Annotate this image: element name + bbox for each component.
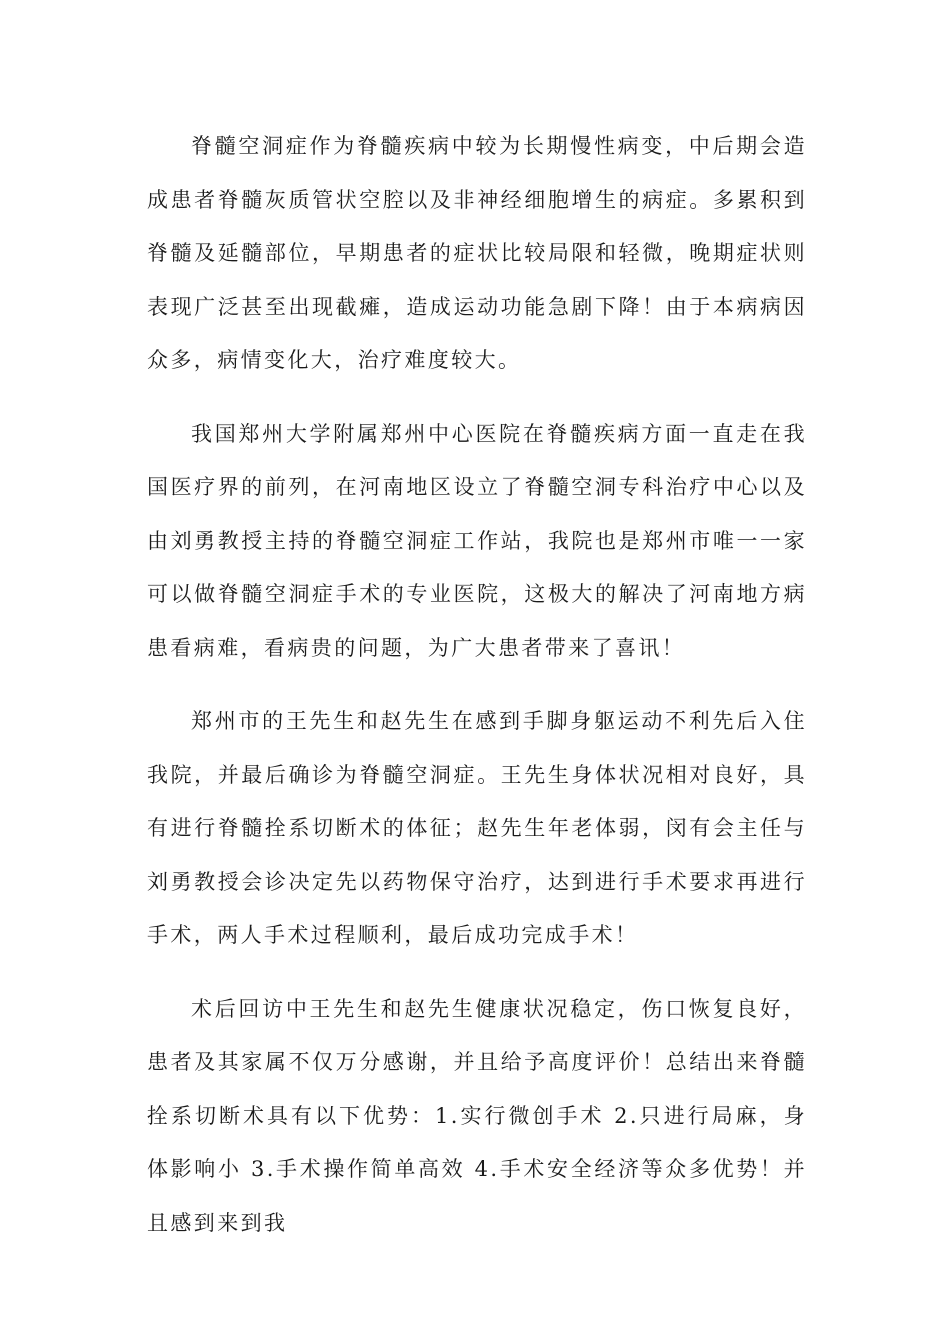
paragraph-1: 脊髓空洞症作为脊髓疾病中较为长期慢性病变，中后期会造成患者脊髓灰质管状空腔以及非神经细胞增生的病症。多累积到脊髓及延髓部位，早期患者的症状比较局限和轻微，晚期症状则表现广泛甚至出现截瘫，造成运动功能急剧下降！由于本病病因众多，病情变化大，治疗难度较大。: [147, 134, 807, 372]
paragraph-4: 术后回访中王先生和赵先生健康状况稳定，伤口恢复良好，患者及其家属不仅万分感谢，并且给予高度评价！总结出来脊髓拴系切断术具有以下优势：1.实行微创手术 2.只进行局麻，身体影响小 3.手术操作简单高效 4.手术安全经济等众多优势！并且感到来到我: [147, 996, 807, 1235]
document-body: [147, 120, 807, 1270]
paragraph-2: 我国郑州大学附属郑州中心医院在脊髓疾病方面一直走在我国医疗界的前列，在河南地区设立了脊髓空洞专科治疗中心以及由刘勇教授主持的脊髓空洞症工作站，我院也是郑州市唯一一家可以做脊髓空洞症手术的专业医院，这极大的解决了河南地方病患看病难，看病贵的问题，为广大患者带来了喜讯！: [147, 421, 807, 660]
paragraph-3: 郑州市的王先生和赵先生在感到手脚身躯运动不利先后入住我院，并最后确诊为脊髓空洞症。王先生身体状况相对良好，具有进行脊髓拴系切断术的体征；赵先生年老体弱，闵有会主任与刘勇教授会诊决定先以药物保守治疗，达到进行手术要求再进行手术，两人手术过程顺利，最后成功完成手术！: [147, 709, 807, 947]
